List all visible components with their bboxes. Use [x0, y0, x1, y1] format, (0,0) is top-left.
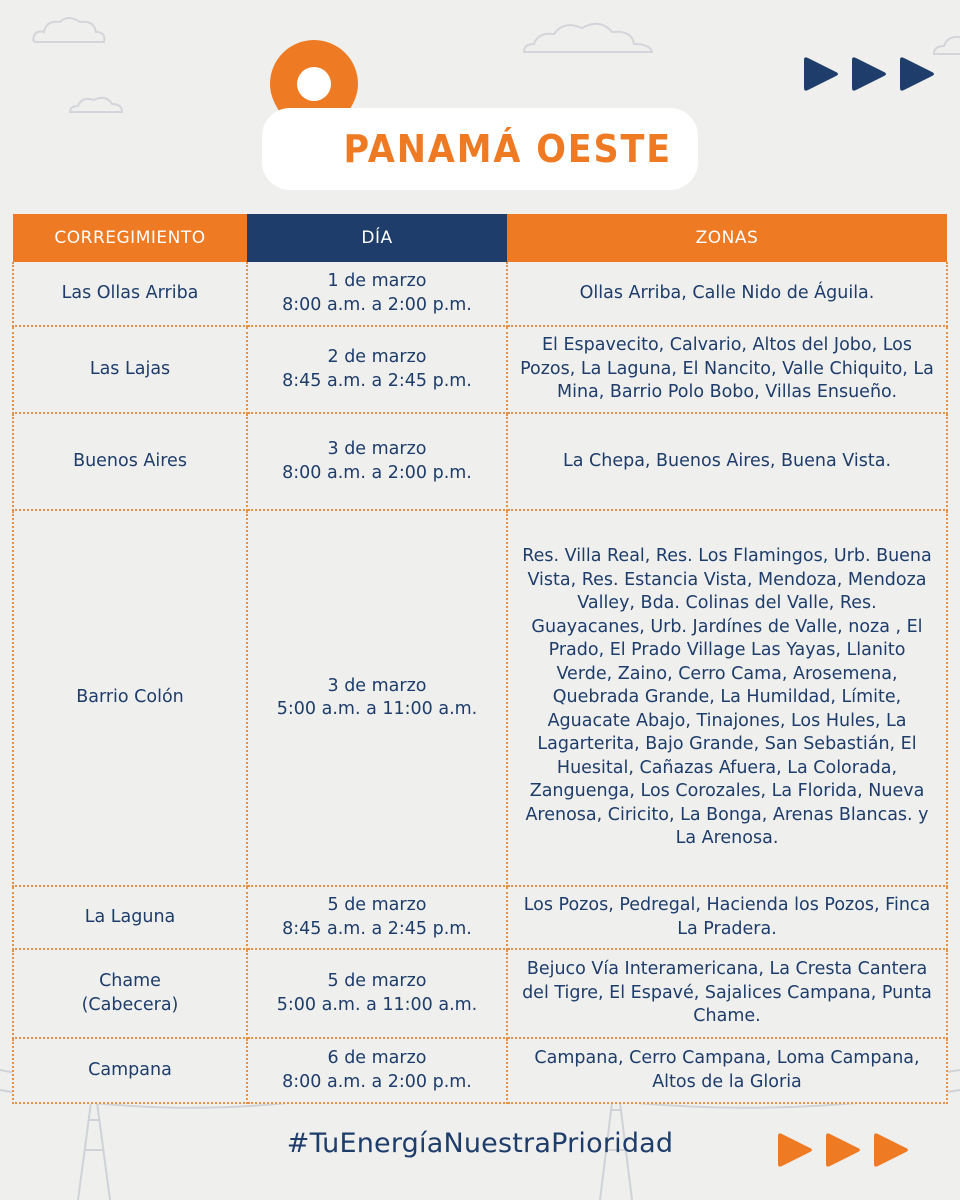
- fecha-text: 6 de marzo: [327, 1048, 427, 1068]
- column-header-zonas: ZONAS: [507, 214, 947, 262]
- corregimiento-cell: Las Lajas: [13, 326, 247, 413]
- table-row: [13, 413, 947, 510]
- title-card: [262, 108, 698, 190]
- table-row: [13, 949, 947, 1038]
- table-row: [13, 326, 947, 413]
- zonas-cell: La Chepa, Buenos Aires, Buena Vista.: [507, 413, 947, 510]
- corregimiento-cell: Buenos Aires: [13, 413, 247, 510]
- orange-arrows: [776, 1130, 912, 1170]
- dia-cell: [247, 949, 507, 1038]
- cloud-decoration-icon: [66, 92, 126, 114]
- horario-text: 8:00 a.m. a 2:00 p.m.: [282, 1071, 472, 1092]
- zonas-cell: Res. Villa Real, Res. Los Flamingos, Urb. Buena Vista, Res. Estancia Vista, Mendoza, Mendoza Valley, Bda. Colinas del Valle, Res. Guayacanes, Urb. Jardínes de Valle, noza , El Prado, El Prado Village Las Yayas, Llanito Verde, Zaino, Cerro Cama, Arosemena, Quebrada Grande, La Humildad, Límite, Aguacate Abajo, Tinajones, Los Hules, La Lagarterita, Bajo Grande, San Sebastián, El Huesital, Cañazas Afuera, La Colorada, Zanguenga, Los Corozales, La Florida, Nueva Arenosa, Ciricito, La Bonga, Arenas Blancas. y La Arenosa.: [507, 510, 947, 886]
- zonas-cell: El Espavecito, Calvario, Altos del Jobo, Los Pozos, La Laguna, El Nancito, Valle Chiquito, La Mina, Barrio Polo Bobo, Villas Ensueño.: [507, 326, 947, 413]
- corregimiento-cell: Las Ollas Arriba: [13, 262, 247, 326]
- horario-text: 8:45 a.m. a 2:45 p.m.: [282, 370, 472, 391]
- dia-cell: [247, 1038, 507, 1103]
- play-arrow-icon: [776, 1130, 816, 1170]
- table-row: [13, 1038, 947, 1103]
- fecha-text: 2 de marzo: [327, 347, 427, 367]
- horario-text: 8:00 a.m. a 2:00 p.m.: [282, 294, 472, 315]
- fecha-text: 1 de marzo: [327, 271, 427, 291]
- corregimiento-cell: La Laguna: [13, 886, 247, 949]
- dia-cell: [247, 413, 507, 510]
- column-header-corregimiento: CORREGIMIENTO: [13, 214, 247, 262]
- table-row: [13, 886, 947, 949]
- zonas-cell: Los Pozos, Pedregal, Hacienda los Pozos, Finca La Pradera.: [507, 886, 947, 949]
- zonas-cell: Bejuco Vía Interamericana, La Cresta Cantera del Tigre, El Espavé, Sajalices Campana, Punta Chame.: [507, 949, 947, 1038]
- horario-text: 8:45 a.m. a 2:45 p.m.: [282, 918, 472, 939]
- play-arrow-icon: [802, 54, 842, 94]
- play-arrow-icon: [872, 1130, 912, 1170]
- footer-hashtag: #TuEnergíaNuestraPrioridad: [286, 1128, 674, 1159]
- play-arrow-icon: [898, 54, 938, 94]
- horario-text: 5:00 a.m. a 11:00 a.m.: [276, 699, 478, 719]
- corregimiento-cell: Barrio Colón: [13, 510, 247, 886]
- cloud-decoration-icon: [30, 12, 110, 46]
- dia-cell: [247, 886, 507, 949]
- corregimiento-cell: Chame (Cabecera): [13, 949, 247, 1038]
- zonas-cell: Ollas Arriba, Calle Nido de Águila.: [507, 262, 947, 326]
- play-arrow-icon: [824, 1130, 864, 1170]
- fecha-text: 5 de marzo: [327, 971, 427, 991]
- table-header-row: [13, 214, 947, 262]
- horario-text: 5:00 a.m. a 11:00 a.m.: [276, 994, 478, 1015]
- dia-cell: [247, 326, 507, 413]
- fecha-text: 5 de marzo: [327, 895, 427, 915]
- fecha-text: 3 de marzo: [327, 675, 427, 696]
- fecha-text: 3 de marzo: [327, 439, 427, 459]
- zonas-cell: Campana, Cerro Campana, Loma Campana, Altos de la Gloria: [507, 1038, 947, 1103]
- page-title: PANAMÁ OESTE: [343, 127, 672, 171]
- corregimiento-cell: Campana: [13, 1038, 247, 1103]
- schedule-table: [12, 214, 948, 1104]
- navy-arrows: [802, 54, 938, 94]
- column-header-dia: DÍA: [247, 214, 507, 262]
- cloud-decoration-icon: [520, 16, 660, 56]
- play-arrow-icon: [850, 54, 890, 94]
- table-row: [13, 262, 947, 326]
- table-row: [13, 510, 947, 886]
- dia-cell: [247, 262, 507, 326]
- dia-cell: [247, 510, 507, 886]
- horario-text: 8:00 a.m. a 2:00 p.m.: [282, 462, 472, 483]
